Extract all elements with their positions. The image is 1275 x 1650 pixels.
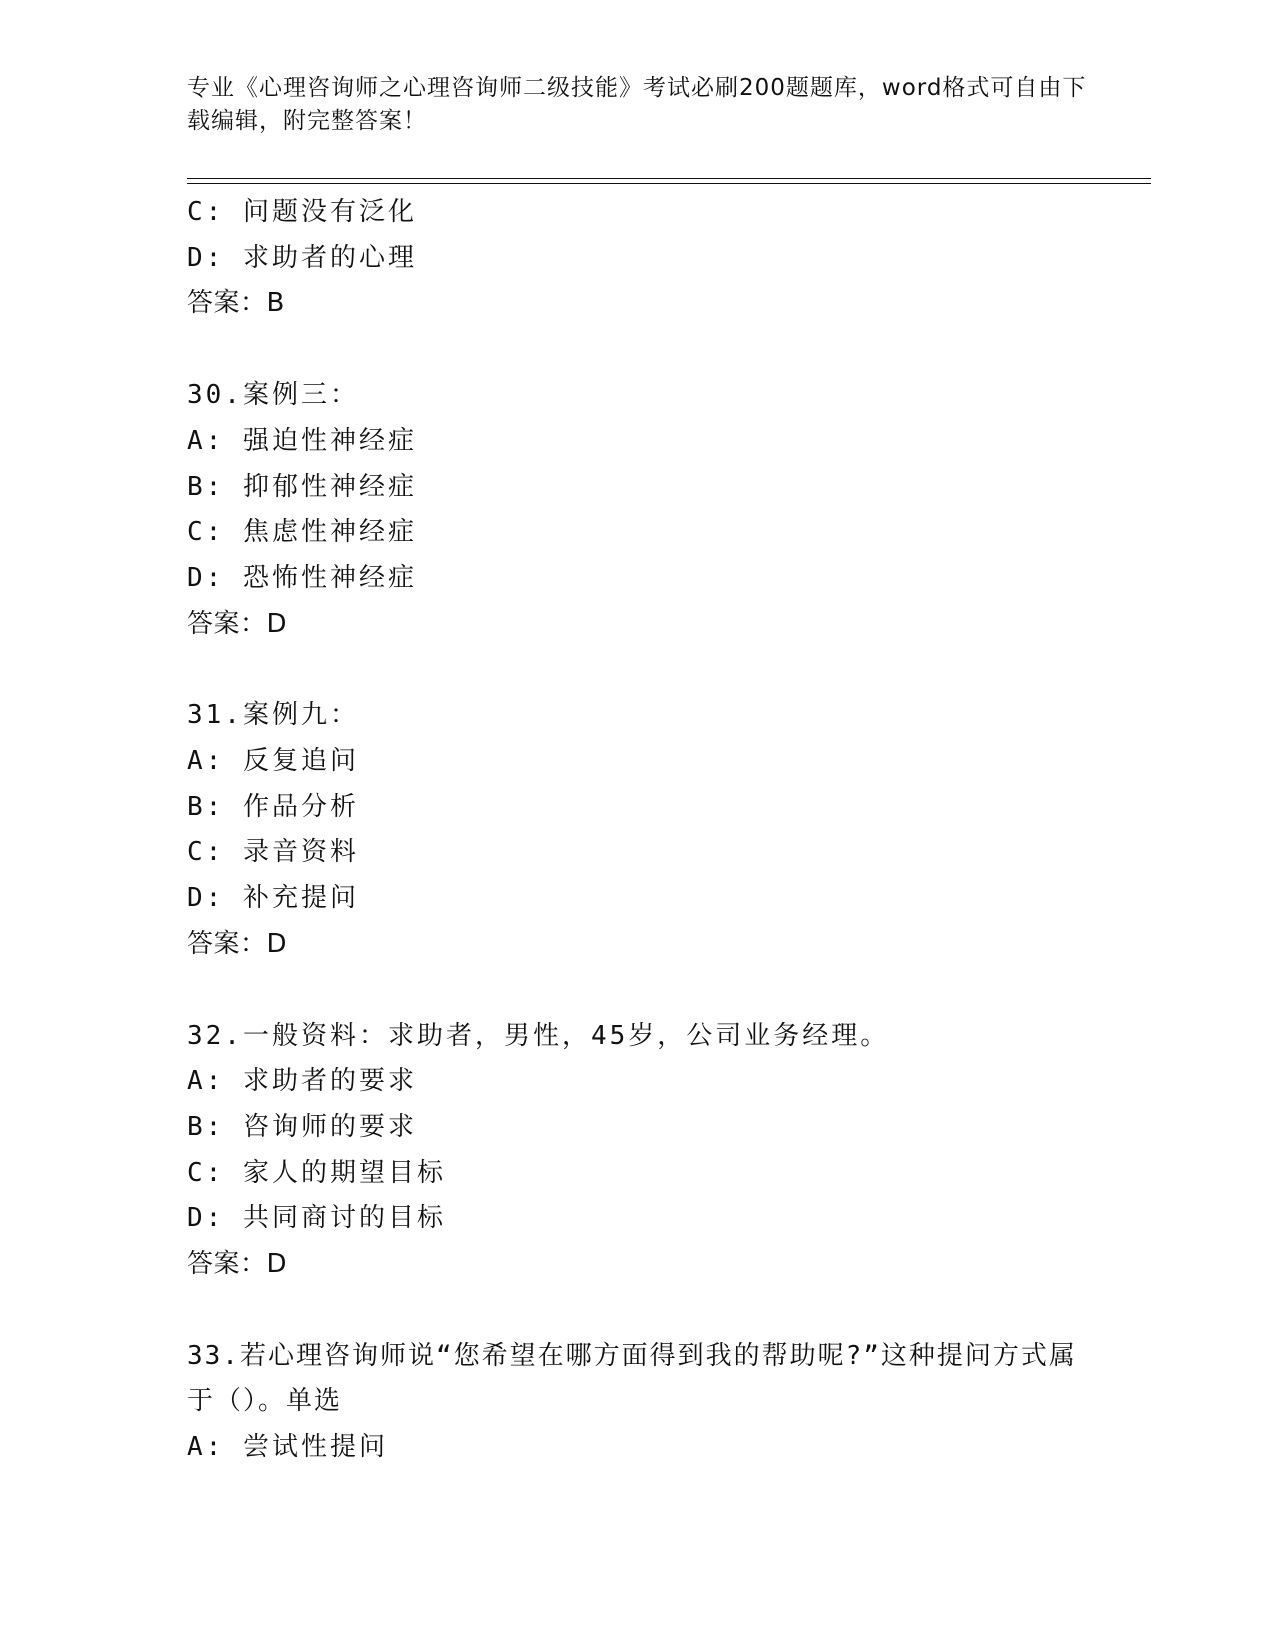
question-stem: 30.案例三： [187, 380, 359, 411]
answer-label: 答案： [187, 608, 267, 639]
option-a: A: 强迫性神经症 [187, 425, 417, 456]
option-b: B: 抑郁性神经症 [187, 471, 417, 502]
question-block-31 [187, 693, 1087, 967]
option-b: B: 咨询师的要求 [187, 1111, 417, 1142]
answer-label: 答案： [187, 928, 267, 959]
answer-label: 答案： [187, 1249, 267, 1280]
question-block-33 [187, 1334, 1087, 1471]
option-c: C: 问题没有泛化 [187, 197, 417, 227]
answer-line [187, 1242, 1087, 1288]
answer-line [187, 602, 1087, 648]
answer-value: D [266, 1249, 288, 1280]
option-d: D: 共同商讨的目标 [187, 1203, 446, 1234]
header-divider-top [187, 178, 1151, 179]
question-stem: 33.若心理咨询师说“您希望在哪方面得到我的帮助呢?”这种提问方式属于（）。单选 [187, 1340, 1077, 1417]
answer-value: B [266, 288, 285, 319]
question-block-32 [187, 1014, 1087, 1288]
question-list [187, 190, 1087, 1471]
answer-line [187, 281, 1087, 327]
question-stem: 32.一般资料：求助者，男性，45岁，公司业务经理。 [187, 1020, 890, 1051]
question-stem: 31.案例九： [187, 700, 359, 731]
header-divider-bottom [187, 183, 1151, 184]
answer-value: D [266, 928, 288, 959]
question-block-30 [187, 373, 1087, 647]
option-c: C: 焦虑性神经症 [187, 517, 417, 548]
option-c: C: 录音资料 [187, 837, 359, 868]
answer-line [187, 922, 1087, 968]
option-d: D: 恐怖性神经症 [187, 562, 417, 593]
option-a: A: 求助者的要求 [187, 1066, 417, 1097]
header-title: 专业《心理咨询师之心理咨询师二级技能》考试必刷200题题库，word格式可自由下载编辑，附完整答案！ [187, 75, 1087, 134]
option-a: A: 反复追问 [187, 746, 359, 777]
question-block-29 [187, 190, 1087, 327]
answer-value: D [266, 608, 288, 639]
document-header [187, 72, 1087, 138]
option-d: D: 补充提问 [187, 883, 359, 914]
option-c: C: 家人的期望目标 [187, 1157, 446, 1188]
option-a: A: 尝试性提问 [187, 1432, 388, 1463]
option-d: D: 求助者的心理 [187, 242, 417, 273]
option-b: B: 作品分析 [187, 791, 359, 822]
answer-label: 答案： [187, 288, 267, 319]
